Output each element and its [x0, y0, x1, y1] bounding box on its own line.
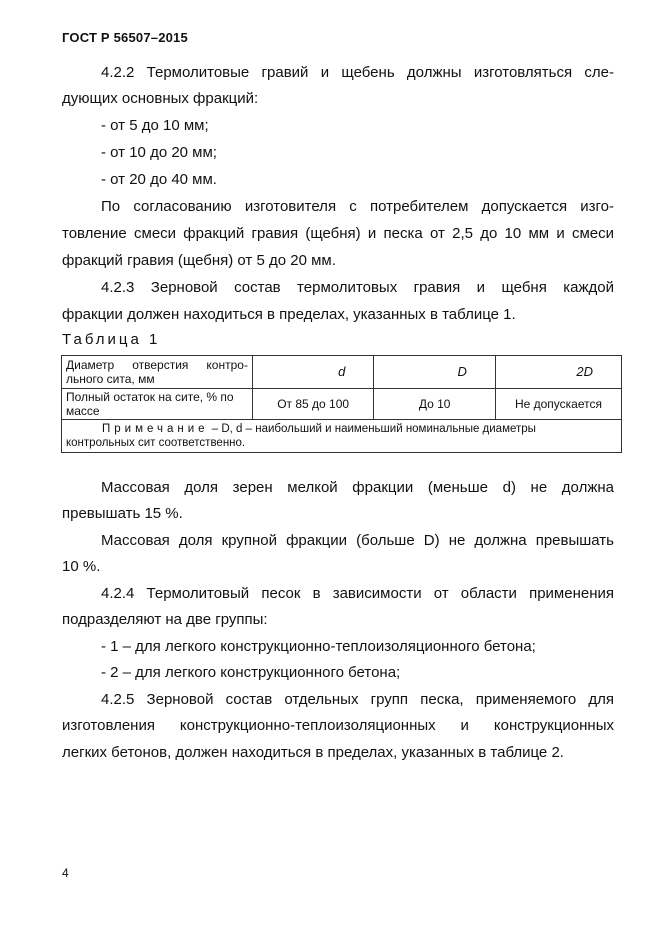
sieve-table [61, 355, 622, 453]
table-row [62, 420, 622, 453]
fines-line1: Массовая доля зерен мелкой фракции (меньше d) не должна [101, 479, 614, 496]
value-cell-d: От 85 до 100 [252, 389, 373, 420]
list-item: - от 5 до 10 мм; [101, 117, 209, 134]
agreement-line3: фракций гравия (щебня) от 5 до 20 мм. [62, 252, 336, 269]
table-caption: Таблица 1 [62, 331, 161, 348]
row-label-cell [62, 389, 253, 420]
clause-4-2-2-line1: 4.2.2 Термолитовые гравий и щебень должны изготовляться сле- [101, 64, 614, 81]
clause-4-2-4-line1: 4.2.4 Термолитовый песок в зависимости от области применения [101, 585, 614, 602]
header-cell-D: D [374, 356, 496, 389]
list-item: - от 10 до 20 мм; [101, 144, 217, 161]
note-line2: контрольных сит соответственно. [66, 437, 246, 449]
header-cell-d: d [252, 356, 373, 389]
clause-4-2-2-line2: дующих основных фракций: [62, 90, 259, 107]
note-text: – D, d – наибольший и наименьший номинальные диаметры [208, 423, 536, 435]
row-label-line1: Полный остаток на сите, % по [66, 390, 234, 404]
fines-line2: превышать 15 %. [62, 505, 183, 522]
clause-4-2-5-line3: легких бетонов, должен находиться в пределах, указанных в таблице 2. [62, 744, 564, 761]
coarse-line1: Массовая доля крупной фракции (больше D) не должна превышать [101, 532, 614, 549]
value-cell-D: До 10 [374, 389, 496, 420]
table-note [62, 420, 622, 453]
value-cell-2D: Не допускается [495, 389, 621, 420]
note-prefix: Примечание [102, 423, 209, 435]
clause-4-2-4-line2: подразделяют на две группы: [62, 611, 268, 628]
clause-4-2-3-line1: 4.2.3 Зерновой состав термолитовых гравия и щебня каждой [101, 279, 614, 296]
list-item: - 2 – для легкого конструкционного бетона; [101, 664, 401, 681]
header-cell-2D: 2D [495, 356, 621, 389]
clause-4-2-5-line1: 4.2.5 Зерновой состав отдельных групп песка, применяемого для [101, 691, 614, 708]
header-cell-label [62, 356, 253, 389]
header-label-line2: льного сита, мм [66, 372, 155, 386]
row-label-line2: массе [66, 404, 100, 418]
clause-4-2-5-line2: изготовления конструкционно-теплоизоляционных и конструкционных [62, 717, 614, 734]
list-item: - 1 – для легкого конструкционно-теплоизоляционного бетона; [101, 638, 536, 655]
standard-number: ГОСТ Р 56507–2015 [62, 30, 188, 45]
table-row [62, 389, 622, 420]
list-item: - от 20 до 40 мм. [101, 171, 217, 188]
page-number: 4 [62, 866, 69, 880]
clause-4-2-3-line2: фракции должен находиться в пределах, указанных в таблице 1. [62, 306, 516, 323]
table-row [62, 356, 622, 389]
agreement-line1: По согласованию изготовителя с потребителем допускается изго- [101, 198, 614, 215]
agreement-line2: товление смеси фракций гравия (щебня) и песка от 2,5 до 10 мм и смеси [62, 225, 614, 242]
header-label-line1: Диаметр отверстия контро- [66, 358, 248, 372]
coarse-line2: 10 %. [62, 558, 101, 575]
